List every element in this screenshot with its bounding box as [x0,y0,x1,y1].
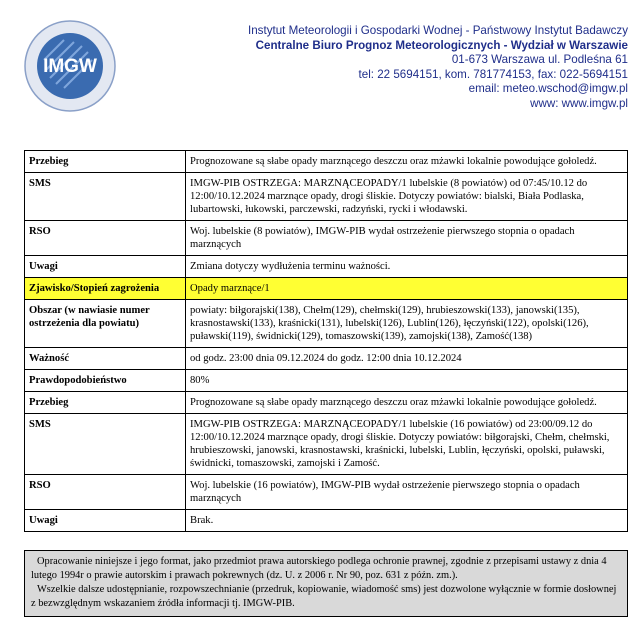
row-label: Prawdopodobieństwo [25,370,186,392]
imgw-logo [24,20,116,112]
row-value: Zmiana dotyczy wydłużenia terminu ważności. [186,256,628,278]
document-header [0,0,644,150]
copyright-notice [24,550,628,617]
website: www: www.imgw.pl [530,96,628,110]
organization-contact [248,24,628,111]
table-row [25,221,628,256]
table-row [25,510,628,532]
row-value: Prognozowane są słabe opady marznącego deszczu oraz mżawki lokalnie powodujące gołoledź. [186,392,628,414]
table-row [25,173,628,221]
row-label: Zjawisko/Stopień zagrożenia [25,278,186,300]
address: 01-673 Warszawa ul. Podleśna 61 [451,53,628,66]
row-label: Uwagi [25,256,186,278]
row-value: Opady marznące/1 [186,278,628,300]
row-label: Uwagi [25,510,186,532]
row-label: Przebieg [25,151,186,173]
email: email: meteo.wschod@imgw.pl [468,82,628,95]
row-value: IMGW-PIB OSTRZEGA: MARZNĄCEOPADY/1 lubelskie (8 powiatów) od 07:45/10.12 do 12:00/10.12.2024 marznące opady, drogi śliskie. Dotyczy powiatów: bialski, Biała Podlaska, lubartowski, łukowski, parczewski, radzyński, rycki i włodawski. [186,173,628,221]
table-row [25,370,628,392]
table-row [25,300,628,348]
table-row [25,256,628,278]
row-label: Ważność [25,348,186,370]
row-value: Brak. [186,510,628,532]
row-value: Prognozowane są słabe opady marznącego deszczu oraz mżawki lokalnie powodujące gołoledź. [186,151,628,173]
row-label: RSO [25,221,186,256]
row-label: Obszar (w nawiasie numer ostrzeżenia dla powiatu) [25,300,186,348]
table-row [25,151,628,173]
warning-table [24,150,628,532]
copyright-paragraph-2: Wszelkie dalsze udostępnianie, rozpowszechnianie (przedruk, kopiowanie, wiadomość sms) jest dozwolone wyłącznie w formie dosłownej z bezwzględnym wskazaniem źródła informacji tj. IMGW-PIB. [31,584,617,609]
table-row [25,392,628,414]
row-label: SMS [25,414,186,475]
row-value: 80% [186,370,628,392]
table-row [25,348,628,370]
row-value: powiaty: biłgorajski(138), Chełm(129), chełmski(129), hrubieszowski(133), janowski(135), krasnostawski(133), kraśnicki(131), lubelski(126), Lublin(126), łęczyński(122), opolski(126), puławski(119), świdnicki(129), tomaszowski(139), zamojski(138), Zamość(138) [186,300,628,348]
table-row [25,278,628,300]
department-name: Centralne Biuro Prognoz Meteorologicznych - Wydział w Warszawie [255,38,628,52]
row-value: Woj. lubelskie (8 powiatów), IMGW-PIB wydał ostrzeżenie pierwszego stopnia o opadach marznących [186,221,628,256]
institute-name: Instytut Meteorologii i Gospodarki Wodnej - Państwowy Instytut Badawczy [248,24,628,37]
row-value: IMGW-PIB OSTRZEGA: MARZNĄCEOPADY/1 lubelskie (16 powiatów) od 23:00/09.12 do 12:00/10.12.2024 marznące opady, drogi śliskie. Dotyczy powiatów: biłgorajski, Chełm, chełmski, hrubieszowski, janowski, krasnostawski, kraśnicki, lubelski, Lublin, łęczyński, opolski, puławski, świdnicki, tomaszowski, zamojski i Zamość. [186,414,628,475]
row-value: Woj. lubelskie (16 powiatów), IMGW-PIB wydał ostrzeżenie pierwszego stopnia o opadach marznących [186,475,628,510]
copyright-paragraph-1: Opracowanie niniejsze i jego format, jako przedmiot prawa autorskiego podlega ochronie prawnej, zgodnie z przepisami ustawy z dnia 4 lutego 1994r o prawie autorskim i prawach pokrewnych (dz. U. z 2006 r. Nr 90, poz. 631 z późn. zm.). [31,556,607,581]
row-value: od godz. 23:00 dnia 09.12.2024 do godz. 12:00 dnia 10.12.2024 [186,348,628,370]
row-label: SMS [25,173,186,221]
row-label: RSO [25,475,186,510]
row-label: Przebieg [25,392,186,414]
phone-fax: tel: 22 5694151, kom. 781774153, fax: 022-5694151 [358,67,628,81]
table-row [25,475,628,510]
svg-text:IMGW: IMGW [43,56,97,77]
table-row [25,414,628,475]
